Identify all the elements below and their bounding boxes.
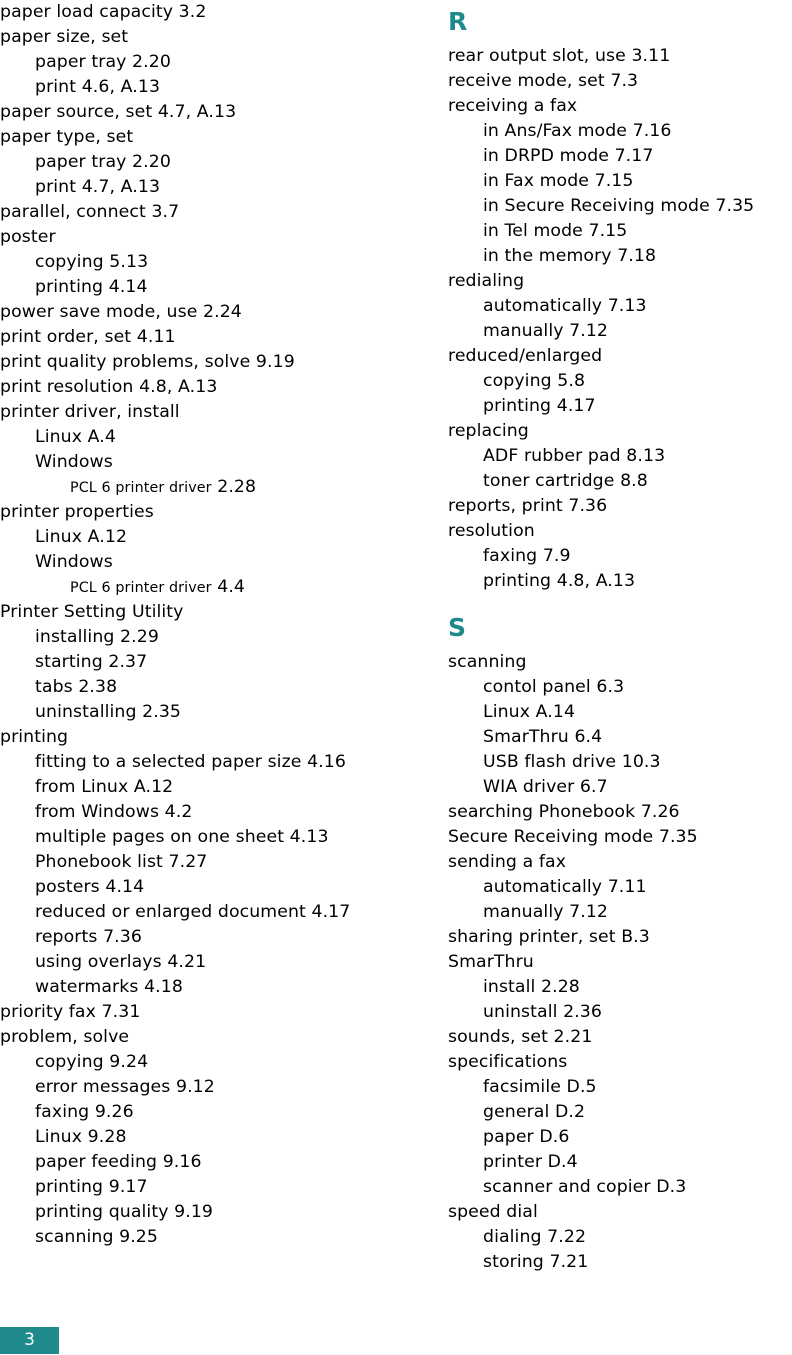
index-entry: receiving a fax [448,96,578,116]
index-subentry: automatically 7.11 [483,877,647,897]
index-subentry: in Fax mode 7.15 [483,171,634,191]
index-entry: poster [0,227,56,247]
index-subentry: Linux A.12 [35,527,128,547]
index-subentry: printing 4.17 [483,396,596,416]
index-entry: print resolution 4.8, A.13 [0,377,218,397]
index-entry: paper load capacity 3.2 [0,2,207,22]
index-entry: printer driver, install [0,402,180,422]
index-subentry-label: PCL 6 printer driver [70,580,212,596]
index-entry: sharing printer, set B.3 [448,927,650,947]
index-subentry: from Linux A.12 [35,777,174,797]
index-entry: sounds, set 2.21 [448,1027,593,1047]
index-subentry: in DRPD mode 7.17 [483,146,654,166]
index-subentry: scanning 9.25 [35,1227,158,1247]
index-subentry: reduced or enlarged document 4.17 [35,902,351,922]
index-subentry: Windows [35,452,113,472]
index-subentry: printing quality 9.19 [35,1202,214,1222]
index-entry: parallel, connect 3.7 [0,202,180,222]
index-entry: paper source, set 4.7, A.13 [0,102,237,122]
index-subentry: automatically 7.13 [483,296,647,316]
index-subentry: manually 7.12 [483,902,609,922]
index-entry: rear output slot, use 3.11 [448,46,671,66]
index-entry: receive mode, set 7.3 [448,71,639,91]
index-entry: Printer Setting Utility [0,602,184,622]
index-subentry: tabs 2.38 [35,677,118,697]
index-subentry: multiple pages on one sheet 4.13 [35,827,329,847]
index-subentry: in the memory 7.18 [483,246,657,266]
index-subentry: Linux A.14 [483,702,576,722]
index-subentry: toner cartridge 8.8 [483,471,648,491]
index-subentry-label: PCL 6 printer driver [70,480,212,496]
index-page-ref: 2.28 [211,477,257,497]
index-entry: SmarThru [448,952,534,972]
index-subentry: Linux 9.28 [35,1127,127,1147]
page-number: 3 [0,1327,59,1354]
index-subentry: error messages 9.12 [35,1077,215,1097]
index-subentry: in Secure Receiving mode 7.35 [483,196,755,216]
index-subentry: Phonebook list 7.27 [35,852,208,872]
index-entry: problem, solve [0,1027,130,1047]
index-subentry: scanner and copier D.3 [483,1177,687,1197]
index-entry: scanning [448,652,527,672]
index-subentry: paper tray 2.20 [35,52,171,72]
index-subentry: copying 5.8 [483,371,586,391]
index-subentry: printing 4.14 [35,277,148,297]
index-entry: resolution [448,521,535,541]
index-subentry [0,575,440,600]
section-letter: R [448,7,468,36]
index-entry: reduced/enlarged [448,346,603,366]
index-entry: priority fax 7.31 [0,1002,141,1022]
index-subentry: printing 4.8, A.13 [483,571,636,591]
index-entry: reports, print 7.36 [448,496,608,516]
index-column-right [448,0,792,1275]
index-subentry: watermarks 4.18 [35,977,183,997]
index-subentry: dialing 7.22 [483,1227,587,1247]
index-entry: paper type, set [0,127,134,147]
index-entry: print order, set 4.11 [0,327,176,347]
index-subentry [0,475,440,500]
index-subentry: copying 5.13 [35,252,149,272]
index-subentry: print 4.7, A.13 [35,177,161,197]
index-subentry: facsimile D.5 [483,1077,597,1097]
index-entry: specifications [448,1052,568,1072]
index-entry: replacing [448,421,529,441]
index-subentry: starting 2.37 [35,652,148,672]
index-subentry: printer D.4 [483,1152,578,1172]
index-subentry: storing 7.21 [483,1252,589,1272]
index-subentry: manually 7.12 [483,321,609,341]
index-subentry: ADF rubber pad 8.13 [483,446,666,466]
index-subentry: Linux A.4 [35,427,116,447]
index-subentry: Windows [35,552,113,572]
index-subentry: in Ans/Fax mode 7.16 [483,121,672,141]
index-subentry: faxing 7.9 [483,546,571,566]
index-subentry: print 4.6, A.13 [35,77,161,97]
index-subentry: USB flash drive 10.3 [483,752,661,772]
index-subentry: WIA driver 6.7 [483,777,608,797]
index-entry: paper size, set [0,27,129,47]
index-entry: sending a fax [448,852,567,872]
index-subentry: using overlays 4.21 [35,952,207,972]
index-subentry: uninstalling 2.35 [35,702,182,722]
index-subentry: paper feeding 9.16 [35,1152,202,1172]
index-entry: searching Phonebook 7.26 [448,802,680,822]
index-entry: printing [0,727,69,747]
index-subentry: SmarThru 6.4 [483,727,603,747]
index-subentry: in Tel mode 7.15 [483,221,628,241]
index-entry: print quality problems, solve 9.19 [0,352,295,372]
index-subentry: contol panel 6.3 [483,677,625,697]
index-subentry: posters 4.14 [35,877,145,897]
index-subentry: from Windows 4.2 [35,802,193,822]
index-entry: Secure Receiving mode 7.35 [448,827,698,847]
index-subentry: general D.2 [483,1102,586,1122]
index-subentry: fitting to a selected paper size 4.16 [35,752,346,772]
index-subentry: paper tray 2.20 [35,152,171,172]
index-subentry: faxing 9.26 [35,1102,134,1122]
index-entry: power save mode, use 2.24 [0,302,242,322]
index-subentry: installing 2.29 [35,627,159,647]
index-subentry: reports 7.36 [35,927,142,947]
index-subentry: uninstall 2.36 [483,1002,603,1022]
index-subentry: paper D.6 [483,1127,570,1147]
index-entry: speed dial [448,1202,538,1222]
index-entry: printer properties [0,502,154,522]
section-gap [448,594,792,606]
index-subentry: install 2.28 [483,977,580,997]
index-page-ref: 4.4 [211,577,246,597]
section-letter: S [448,613,467,642]
index-subentry: printing 9.17 [35,1177,148,1197]
index-entry: redialing [448,271,525,291]
index-subentry: copying 9.24 [35,1052,149,1072]
